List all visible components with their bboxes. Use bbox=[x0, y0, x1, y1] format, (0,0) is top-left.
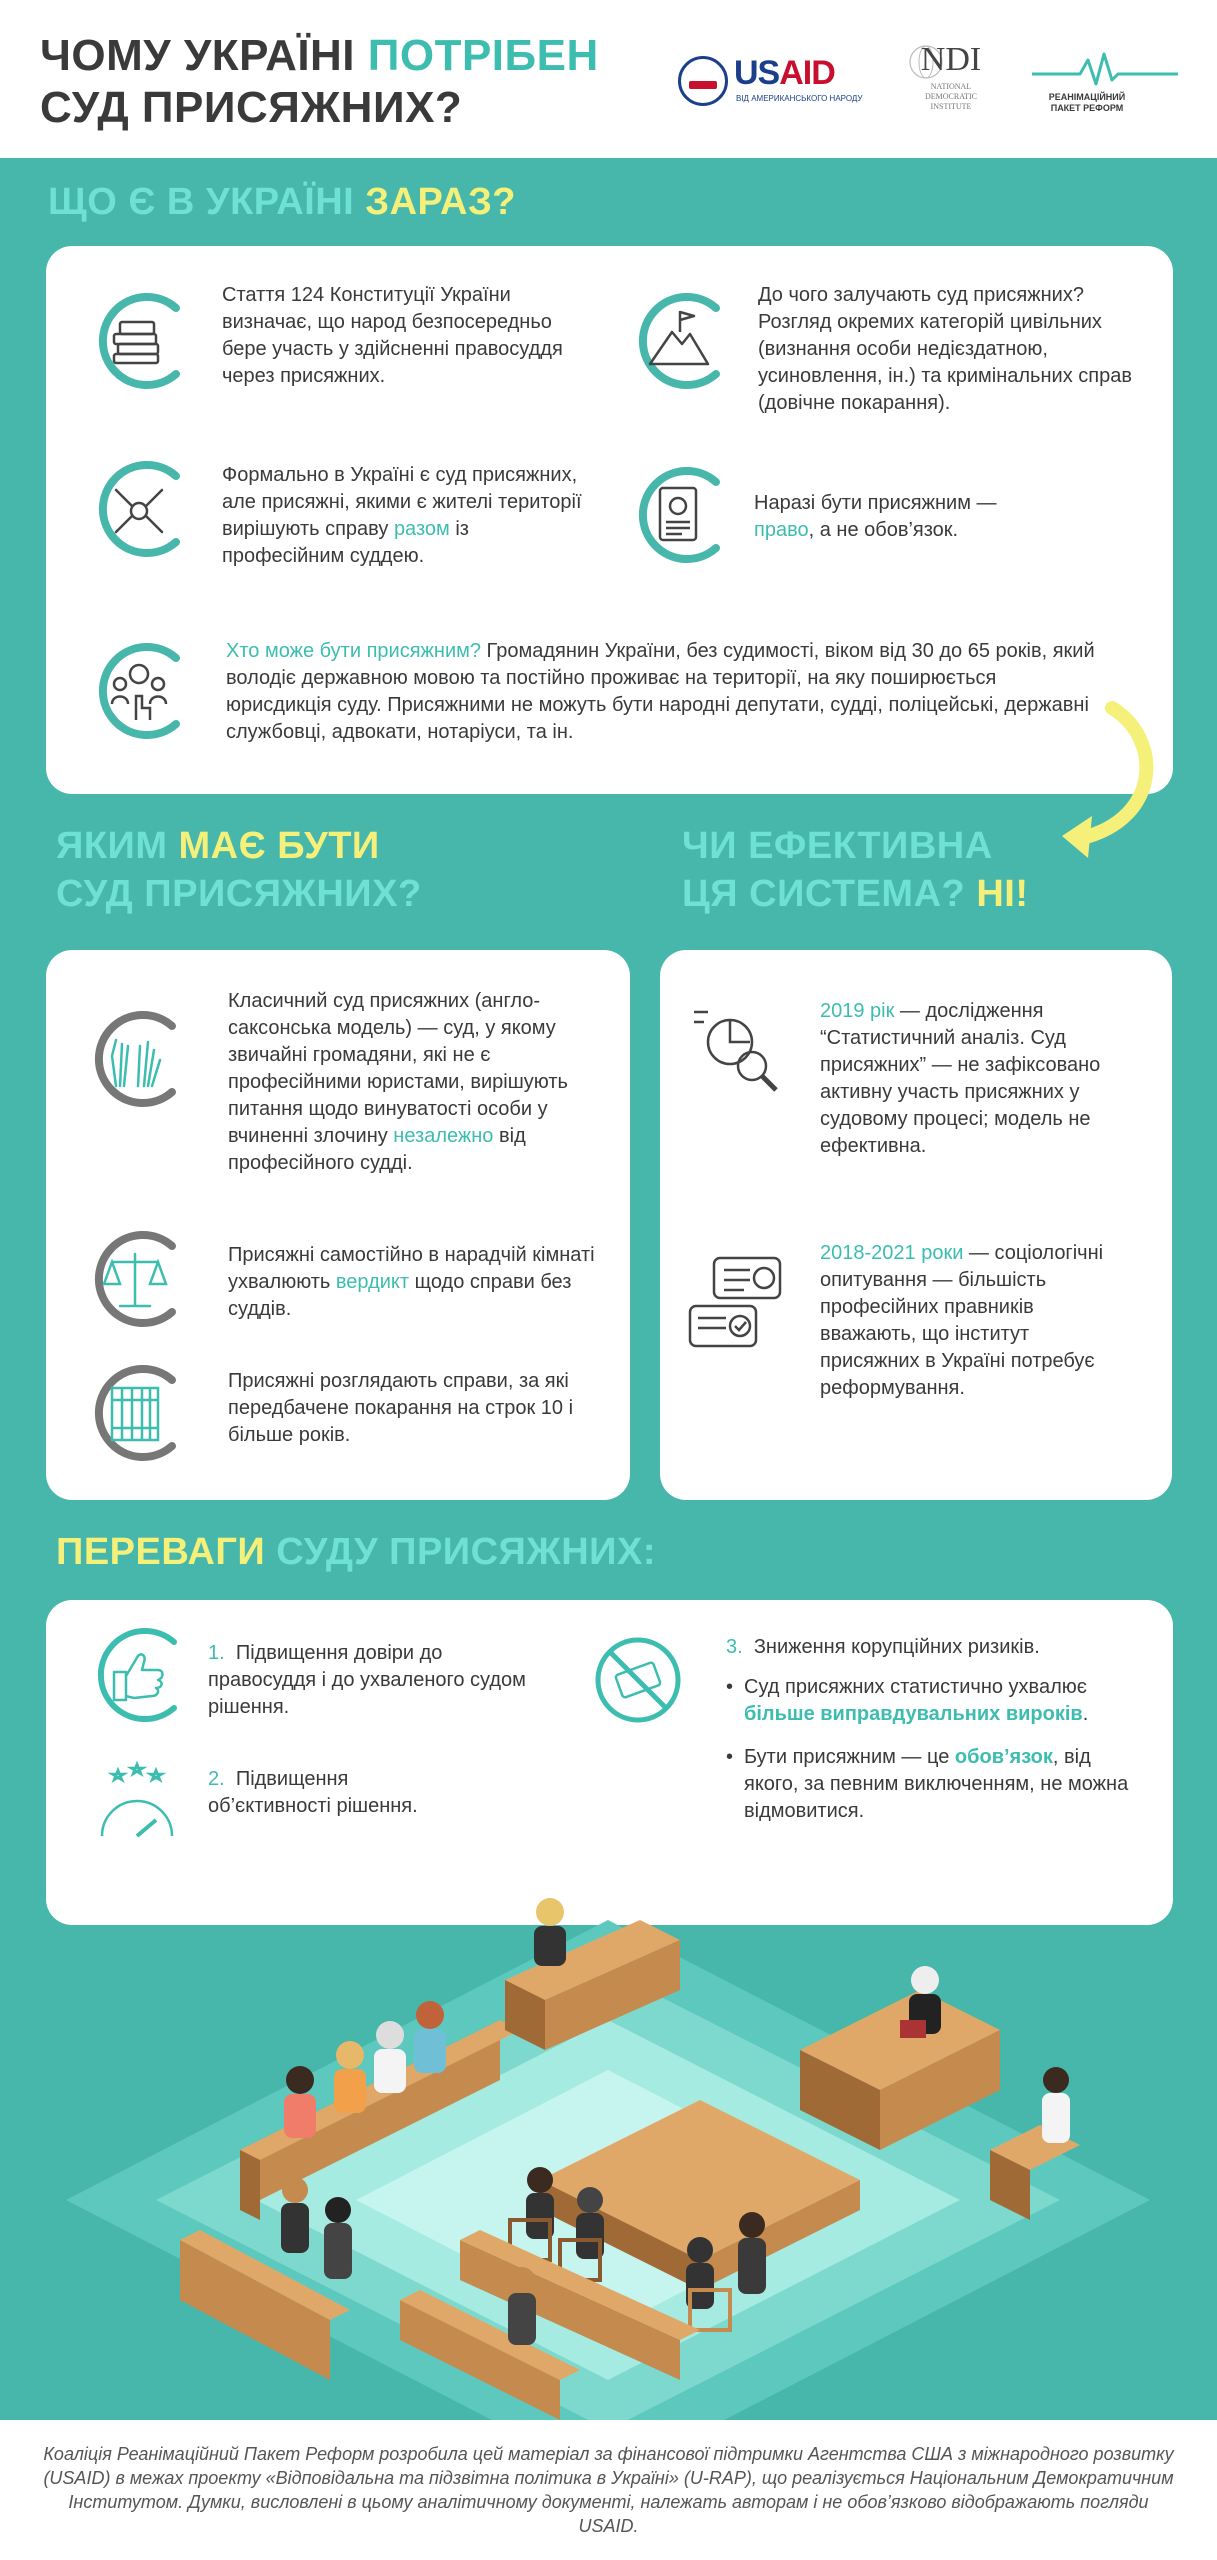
ndi-logo: NDI NATIONAL DEMOCRATIC INSTITUTE bbox=[896, 42, 1006, 122]
users-hand-icon bbox=[86, 638, 192, 744]
section-effective-title: ЧИ ЕФЕКТИВНА ЦЯ СИСТЕМА? НІ! bbox=[682, 825, 1029, 915]
benefit-2: 2. Підвищення об’єктивності рішення. bbox=[208, 1768, 418, 1817]
main-panel bbox=[0, 158, 1217, 2420]
effective-item-1: 2019 рік — дослідження “Статистичний аналіз. Суд присяжних” — не зафіксовано активну участь присяжних у судовому процесі; модель не ефективна. bbox=[820, 1000, 1101, 1157]
now-item-5: Хто може бути присяжним? Громадянин України, без судимості, віком від 30 до 65 років, який володіє державною мовою та постійно проживає на території, на яку поширюється юрисдикція суду. Присяжними не можуть бути народні депутати, судді, поліцейські, державні службовці, адвокати, нотаріуси, та ін. bbox=[226, 640, 1095, 743]
should-item-1: Класичний суд присяжних (англо-саксонська модель) — суд, у якому звичайні громадяни, які не є професійними юристами, вирішують питання щодо винуватості особи у вчиненні злочину незалежно від професійного судді. bbox=[228, 990, 568, 1174]
jail-bars-icon bbox=[82, 1360, 188, 1466]
document-globe-icon bbox=[626, 462, 732, 568]
now-item-2: Формально в Україні є суд присяжних, але присяжні, якими є жителі території вирішують справу разом із професійним суддею. bbox=[222, 464, 582, 567]
now-item-3: До чого залучають суд присяжних? Розгляд окремих категорій цивільних (визнання особи недієздатною, усиновлення, ін.) та кримінальних справ (довічне покарання). bbox=[758, 284, 1132, 414]
benefit-1: 1. Підвищення довіри до правосуддя і до ухваленого судом рішення. bbox=[208, 1642, 526, 1718]
should-item-3: Присяжні розглядають справи, за які передбачене покарання на строк 10 і більше років. bbox=[228, 1370, 574, 1446]
benefit-3: 3. Зниження корупційних ризиків. bbox=[726, 1636, 1040, 1658]
hands-together-icon bbox=[86, 456, 192, 562]
card-should bbox=[46, 950, 630, 1500]
chart-magnifier-icon bbox=[684, 996, 790, 1102]
card-effective bbox=[660, 950, 1172, 1500]
card-now bbox=[46, 246, 1173, 794]
courtroom-illustration bbox=[0, 1680, 1217, 2420]
mountain-flag-icon bbox=[626, 288, 732, 394]
usaid-logo: USAID ВІД АМЕРИКАНСЬКОГО НАРОДУ bbox=[678, 50, 858, 110]
effective-item-2: 2018-2021 роки — соціологічні опитування — більшість професійних правників вважають, що інститут присяжних в Україні потребує реформування. bbox=[820, 1242, 1104, 1399]
section-benefits-title: ПЕРЕВАГИ СУДУ ПРИСЯЖНИХ: bbox=[56, 1531, 656, 1573]
heartbeat-icon bbox=[1030, 50, 1180, 90]
books-icon bbox=[86, 288, 192, 394]
header bbox=[0, 0, 1217, 158]
scales-icon bbox=[82, 1226, 188, 1332]
rpr-logo: РЕАНІМАЦІЙНИЙ ПАКЕТ РЕФОРМ bbox=[1030, 50, 1180, 120]
benefit-bullet-2: • Бути присяжним — це обов’язок, від якого, за певним виключенням, не можна відмовитися. bbox=[726, 1746, 1129, 1822]
curved-arrow-icon bbox=[1052, 698, 1192, 878]
now-item-1: Стаття 124 Конституції України визначає, що народ безпосередньо бере участь у здійсненні правосуддя через присяжних. bbox=[222, 284, 563, 387]
footer-disclaimer: Коаліція Реанімаційний Пакет Реформ розробила цей матеріал за фінансової підтримки Агентства США з міжнародного розвитку (USAID) в межах проекту «Відповідальна та підзвітна політика в Україні» (U-RAP), що реалізується Національним Демократичним Інститутом. Думки, висловлені в цьому аналітичному документі, належать авторам і не обов’язково відображають погляди USAID. bbox=[0, 2420, 1217, 2560]
now-item-4: Наразі бути присяжним — право, а не обов’язок. bbox=[754, 492, 997, 541]
raised-hands-icon bbox=[82, 1006, 188, 1112]
chat-bubbles-icon bbox=[684, 1250, 790, 1356]
page-title: ЧОМУ УКРАЇНІ ПОТРІБЕН СУД ПРИСЯЖНИХ? bbox=[40, 31, 599, 132]
should-item-2: Присяжні самостійно в нарадчій кімнаті ухвалюють вердикт щодо справи без суддів. bbox=[228, 1244, 595, 1320]
section-now-title: ЩО Є В УКРАЇНІ ЗАРАЗ? bbox=[48, 181, 516, 223]
section-should-title: ЯКИМ МАЄ БУТИ СУД ПРИСЯЖНИХ? bbox=[56, 825, 422, 915]
usaid-seal-icon bbox=[678, 56, 728, 106]
benefit-bullet-1: • Суд присяжних статистично ухвалює більше виправдувальних вироків. bbox=[726, 1676, 1089, 1725]
